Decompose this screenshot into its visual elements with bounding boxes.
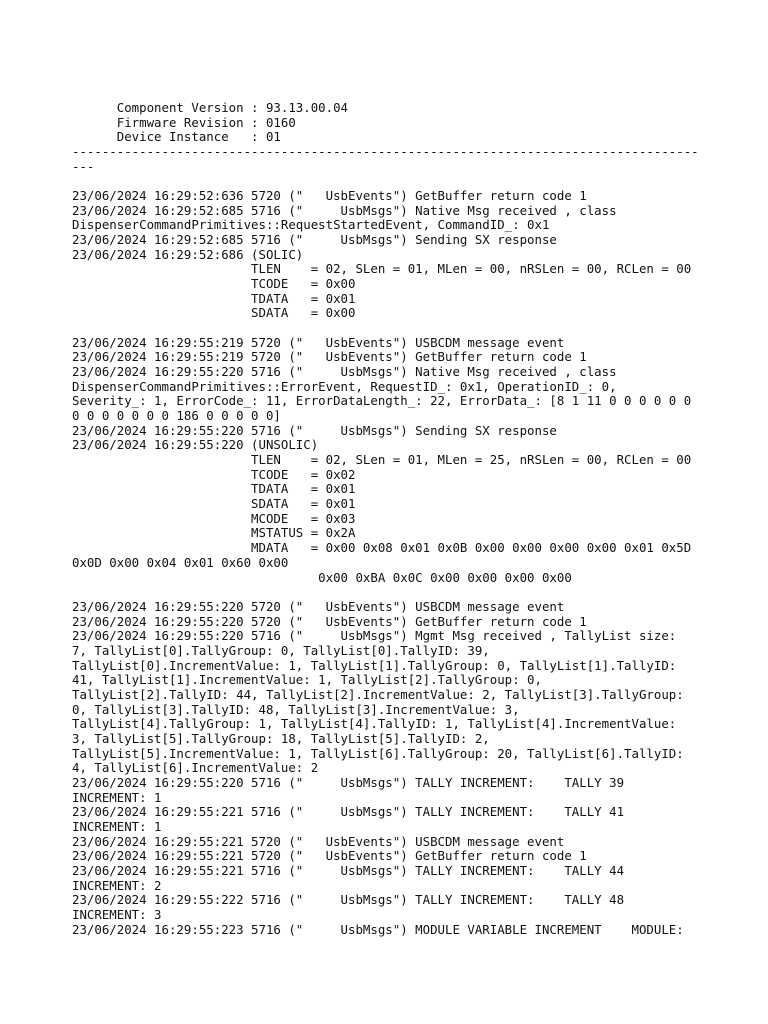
log-line: DispenserCommandPrimitives::ErrorEvent, RequestID_: 0x1, OperationID_: 0,	[72, 378, 617, 394]
log-line: TallyList[2].TallyID: 44, TallyList[2].IncrementValue: 2, TallyList[3].TallyGroup:	[72, 686, 684, 702]
log-line: 23/06/2024 16:29:55:220 5716 (" UsbMsgs") Native Msg received , class	[72, 364, 617, 380]
log-line: ---	[72, 158, 95, 174]
log-line: TLEN = 02, SLen = 01, MLen = 25, nRSLen = 00, RCLen = 00	[72, 452, 692, 468]
log-text-block	[72, 101, 722, 937]
log-line: 23/06/2024 16:29:55:221 5716 (" UsbMsgs") TALLY INCREMENT: TALLY 44	[72, 862, 625, 878]
log-line: TallyList[4].TallyGroup: 1, TallyList[4].TallyID: 1, TallyList[4].IncrementValue:	[72, 716, 677, 732]
log-line: 23/06/2024 16:29:55:221 5720 (" UsbEvents") GetBuffer return code 1	[72, 848, 587, 864]
log-line: 23/06/2024 16:29:52:636 5720 (" UsbEvents") GetBuffer return code 1	[72, 188, 587, 204]
log-line: 4, TallyList[6].IncrementValue: 2	[72, 760, 319, 776]
log-line: TallyList[5].IncrementValue: 1, TallyList[6].TallyGroup: 20, TallyList[6].TallyID:	[72, 745, 684, 761]
log-line: INCREMENT: 3	[72, 906, 162, 922]
log-line: MSTATUS = 0x2A	[72, 525, 356, 541]
log-line: 23/06/2024 16:29:55:220 (UNSOLIC)	[72, 437, 319, 453]
log-line: INCREMENT: 1	[72, 818, 162, 834]
log-line: 23/06/2024 16:29:55:221 5716 (" UsbMsgs") TALLY INCREMENT: TALLY 41	[72, 804, 625, 820]
log-line: MCODE = 0x03	[72, 510, 356, 526]
log-line: 41, TallyList[1].IncrementValue: 1, TallyList[2].TallyGroup: 0,	[72, 672, 542, 688]
log-line: 23/06/2024 16:29:55:220 5716 (" UsbMsgs") Mgmt Msg received , TallyList size:	[72, 628, 677, 644]
log-line: TallyList[0].IncrementValue: 1, TallyList[1].TallyGroup: 0, TallyList[1].TallyID:	[72, 657, 677, 673]
log-line: Firmware Revision : 0160	[72, 114, 296, 130]
blank-line	[72, 321, 722, 336]
log-line: 3, TallyList[5].TallyGroup: 18, TallyList[5].TallyID: 2,	[72, 730, 490, 746]
log-line: TDATA = 0x01	[72, 290, 356, 306]
log-line: 23/06/2024 16:29:55:220 5716 (" UsbMsgs") TALLY INCREMENT: TALLY 39	[72, 774, 625, 790]
log-line: SDATA = 0x00	[72, 305, 356, 321]
log-line: 23/06/2024 16:29:55:220 5720 (" UsbEvents") USBCDM message event	[72, 598, 565, 614]
log-line: 0, TallyList[3].TallyID: 48, TallyList[3].IncrementValue: 3,	[72, 701, 520, 717]
log-line: 23/06/2024 16:29:52:685 5716 (" UsbMsgs") Native Msg received , class	[72, 202, 617, 218]
log-line: DispenserCommandPrimitives::RequestStartedEvent, CommandID_: 0x1	[72, 217, 550, 233]
log-line: TCODE = 0x02	[72, 466, 356, 482]
log-line: 23/06/2024 16:29:55:222 5716 (" UsbMsgs") TALLY INCREMENT: TALLY 48	[72, 892, 625, 908]
log-line: SDATA = 0x01	[72, 496, 356, 512]
log-line: Device Instance : 01	[72, 129, 281, 145]
log-line: 23/06/2024 16:29:55:221 5720 (" UsbEvents") USBCDM message event	[72, 833, 565, 849]
log-line: 23/06/2024 16:29:55:219 5720 (" UsbEvents") GetBuffer return code 1	[72, 349, 587, 365]
log-line: 23/06/2024 16:29:55:220 5720 (" UsbEvents") GetBuffer return code 1	[72, 613, 587, 629]
log-line: ------------------------------------------------------------------------------------	[72, 144, 699, 160]
log-line: TCODE = 0x00	[72, 276, 356, 292]
log-line: INCREMENT: 2	[72, 877, 162, 893]
log-line: MDATA = 0x00 0x08 0x01 0x0B 0x00 0x00 0x00 0x00 0x01 0x5D	[72, 540, 692, 556]
log-line: TLEN = 02, SLen = 01, MLen = 00, nRSLen = 00, RCLen = 00	[72, 261, 692, 277]
log-line: Severity_: 1, ErrorCode_: 11, ErrorDataLength_: 22, ErrorData_: [8 1 11 0 0 0 0 0 0	[72, 393, 692, 409]
log-line: 0 0 0 0 0 0 0 186 0 0 0 0 0]	[72, 408, 281, 424]
log-line: INCREMENT: 1	[72, 789, 162, 805]
blank-line	[72, 585, 722, 600]
log-line: 23/06/2024 16:29:55:223 5716 (" UsbMsgs") MODULE VARIABLE INCREMENT MODULE:	[72, 921, 684, 937]
log-line: 23/06/2024 16:29:55:220 5716 (" UsbMsgs") Sending SX response	[72, 422, 557, 438]
log-line: 23/06/2024 16:29:52:685 5716 (" UsbMsgs") Sending SX response	[72, 232, 557, 248]
log-line: 0x0D 0x00 0x04 0x01 0x60 0x00	[72, 554, 289, 570]
log-line: 23/06/2024 16:29:55:219 5720 (" UsbEvents") USBCDM message event	[72, 334, 565, 350]
log-line: 7, TallyList[0].TallyGroup: 0, TallyList[0].TallyID: 39,	[72, 642, 490, 658]
log-line: TDATA = 0x01	[72, 481, 356, 497]
log-line: 0x00 0xBA 0x0C 0x00 0x00 0x00 0x00	[72, 569, 572, 585]
blank-line	[72, 174, 722, 189]
log-line: Component Version : 93.13.00.04	[72, 100, 349, 115]
log-line: 23/06/2024 16:29:52:686 (SOLIC)	[72, 246, 304, 262]
